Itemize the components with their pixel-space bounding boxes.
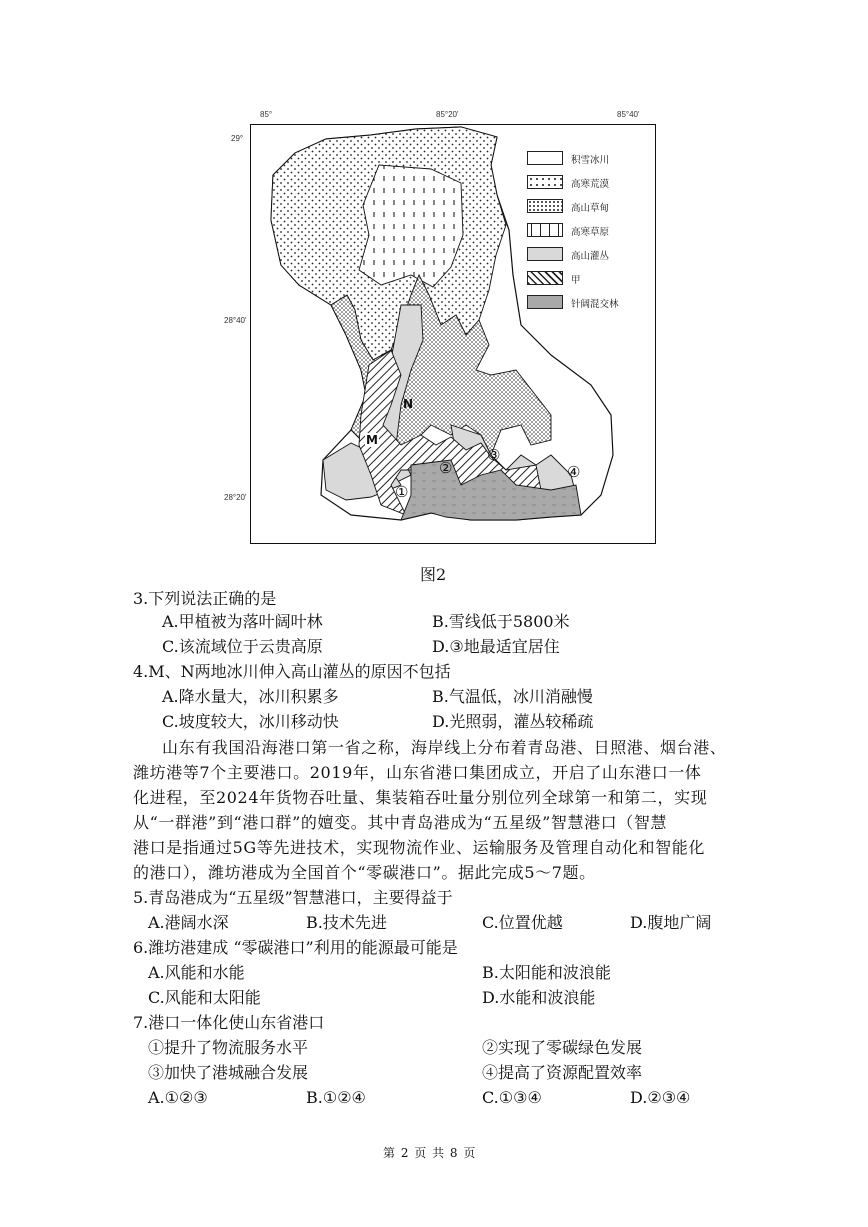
legend-label-snow: 积雪冰川	[571, 155, 610, 166]
question-3-stem: 3.下列说法正确的是	[133, 589, 277, 608]
question-7-option-d: D.②③④	[630, 1088, 691, 1107]
legend-label-meadow: 高山草甸	[571, 203, 610, 214]
passage-line-2: 潍坊港等7个主要港口。2019年，山东省港口集团成立，开启了山东港口一体	[133, 763, 702, 782]
passage-line-4: 从“一群港”到“港口群”的嬗变。其中青岛港成为“五星级”智慧港口（智慧	[133, 813, 668, 832]
legend-label-forest: 针阔混交林	[571, 299, 619, 310]
legend-swatch-jia	[527, 271, 563, 285]
question-6-option-a: A.风能和水能	[148, 963, 245, 982]
legend-label-steppe: 高寒草原	[571, 227, 610, 238]
lon-label-85: 85°	[260, 110, 273, 119]
legend-swatch-shrub	[527, 247, 563, 261]
map-legend	[527, 151, 647, 311]
question-7-item-4: ④提高了资源配置效率	[482, 1063, 643, 1082]
lat-label-29: 29°	[231, 134, 244, 143]
passage-line-6: 的港口），潍坊港成为全国首个“零碳港口”。据此完成5～7题。	[133, 863, 596, 882]
vegetation-map	[250, 124, 656, 544]
question-3-option-c: C.该流域位于云贵高原	[162, 637, 323, 656]
passage-line-5: 港口是指通过5G等先进技术，实现物流作业、运输服务及管理自动化和智能化	[133, 838, 705, 857]
label-M: M	[366, 433, 378, 447]
question-6-option-d: D.水能和波浪能	[482, 988, 596, 1007]
legend-label-shrub: 高山灌丛	[571, 251, 610, 262]
label-point-2: ②	[439, 459, 453, 477]
question-5-option-a: A.港阔水深	[148, 913, 229, 932]
legend-swatch-meadow	[527, 199, 563, 213]
question-5-option-d: D.腹地广阔	[630, 913, 712, 932]
lon-label-85-40: 85°40'	[617, 110, 640, 119]
question-7-item-3: ③加快了港城融合发展	[148, 1063, 309, 1082]
label-point-1: ①	[395, 483, 409, 501]
legend-swatch-desert	[527, 175, 563, 189]
question-7-option-c: C.①③④	[482, 1088, 542, 1107]
legend-swatch-forest	[527, 295, 563, 309]
question-6-option-c: C.风能和太阳能	[148, 988, 261, 1007]
passage-line-1: 山东有我国沿海港口第一省之称，海岸线上分布着青岛港、日照港、烟台港、	[162, 738, 727, 757]
figure-caption: 图2	[420, 565, 447, 584]
question-5-option-b: B.技术先进	[306, 913, 387, 932]
question-4-option-b: B.气温低，冰川消融慢	[432, 687, 593, 706]
question-3-option-b: B.雪线低于5800米	[432, 612, 570, 631]
question-4-option-c: C.坡度较大，冰川移动快	[162, 712, 339, 731]
legend-swatch-steppe	[527, 223, 563, 237]
question-4-option-d: D.光照弱，灌丛较稀疏	[432, 712, 594, 731]
question-7-item-2: ②实现了零碳绿色发展	[482, 1038, 643, 1057]
lon-label-85-20: 85°20'	[436, 110, 459, 119]
legend-label-jia: 甲	[571, 275, 581, 286]
question-5-stem: 5.青岛港成为“五星级”智慧港口，主要得益于	[133, 888, 453, 907]
question-4-stem: 4.M、N两地冰川伸入高山灌丛的原因不包括	[133, 662, 451, 681]
question-3-option-d: D.③地最适宜居住	[432, 637, 560, 656]
question-5-option-c: C.位置优越	[482, 913, 563, 932]
lat-label-28-40: 28°40'	[224, 316, 247, 325]
page-footer: 第 2 页 共 8 页	[383, 1146, 477, 1160]
label-N: N	[403, 397, 414, 411]
question-4-option-a: A.降水量大，冰川积累多	[162, 687, 339, 706]
label-point-3: ③	[487, 446, 501, 464]
legend-label-desert: 高寒荒漠	[571, 179, 610, 190]
zone-alpine-steppe	[359, 165, 463, 287]
question-6-stem: 6.潍坊港建成 “零碳港口”利用的能源最可能是	[133, 938, 458, 957]
question-7-option-a: A.①②③	[148, 1088, 208, 1107]
passage-line-3: 化进程，至2024年货物吞吐量、集装箱吞吐量分别位列全球第一和第二，实现	[133, 788, 708, 807]
label-point-4: ④	[567, 463, 581, 481]
legend-swatch-snow	[527, 151, 563, 165]
question-7-item-1: ①提升了物流服务水平	[148, 1038, 309, 1057]
lat-label-28-20: 28°20'	[224, 493, 247, 502]
question-7-stem: 7.港口一体化使山东省港口	[133, 1013, 325, 1032]
question-6-option-b: B.太阳能和波浪能	[482, 963, 611, 982]
question-3-option-a: A.甲植被为落叶阔叶林	[162, 612, 323, 631]
question-7-option-b: B.①②④	[306, 1088, 366, 1107]
